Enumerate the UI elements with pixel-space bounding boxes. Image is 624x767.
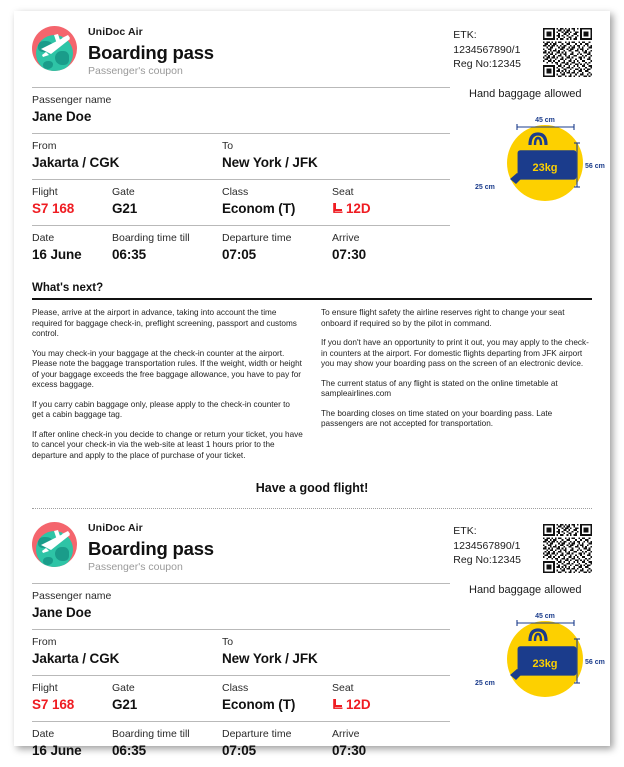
- boarding-time-label: Boarding time till: [112, 728, 190, 741]
- seat-value: 12D: [346, 201, 371, 216]
- passenger-label: Passenger name: [32, 94, 112, 106]
- whats-next-left-column: [32, 308, 303, 470]
- departure-time-label: Departure time: [222, 232, 292, 244]
- route-row: [32, 630, 450, 675]
- tear-off-line: [32, 508, 592, 509]
- page-title: Boarding pass: [88, 538, 214, 560]
- route-row: [32, 134, 450, 179]
- qr-code-icon: [543, 28, 592, 77]
- pass-subtitle: Passenger's coupon: [88, 561, 183, 574]
- info-paragraph: You may check-in your baggage at the check-in counter at the airport. Please note the baggage transportation rules. If the weight, width or height of your baggage exceeds the free baggage allowance, you have to pay for excess baggage.: [32, 348, 302, 390]
- seat-value: 12D: [346, 697, 371, 713]
- passenger-value: Jane Doe: [32, 109, 92, 124]
- globe-airplane-icon: [32, 522, 77, 567]
- hand-baggage-icon: [473, 111, 608, 203]
- arrive-label: Arrive: [332, 232, 360, 244]
- baggage-weight-label: 23kg: [532, 162, 558, 174]
- arrive-value: 07:30: [332, 743, 367, 759]
- seat-label: Seat: [332, 186, 354, 198]
- flight-label: Flight: [32, 682, 58, 695]
- airplane-icon: [37, 30, 73, 60]
- pass-subtitle: Passenger's coupon: [88, 65, 183, 77]
- info-paragraph: Please, arrive at the airport in advance, taking into account the time required for baggage check-in, preflight screening, passport and customs control.: [32, 308, 297, 339]
- baggage-depth-label: 25 cm: [475, 680, 495, 688]
- airline-name: UniDoc Air: [88, 26, 143, 38]
- boarding-time-value: 06:35: [112, 743, 147, 759]
- baggage-width-label: 45 cm: [535, 117, 555, 124]
- to-label: To: [222, 140, 234, 152]
- flight-label: Flight: [32, 186, 58, 198]
- date-label: Date: [32, 728, 55, 741]
- pass-details-table: [32, 87, 450, 271]
- whats-next-right-column: [321, 308, 592, 470]
- date-label: Date: [32, 232, 55, 244]
- page-title: Boarding pass: [88, 42, 214, 63]
- baggage-depth-label: 25 cm: [475, 184, 495, 191]
- passenger-row: [32, 584, 450, 629]
- flight-row: [32, 180, 450, 225]
- reference-block: [453, 25, 592, 77]
- gate-value: G21: [112, 201, 138, 216]
- boarding-pass-stub: [32, 521, 605, 767]
- date-value: 16 June: [32, 247, 82, 262]
- whats-next-title: What's next?: [32, 282, 104, 294]
- etk-label: ETK:: [453, 525, 477, 538]
- brand-block: [32, 25, 214, 78]
- etk-info: [453, 524, 521, 568]
- arrive-label: Arrive: [332, 728, 360, 741]
- departure-time-label: Departure time: [222, 728, 292, 741]
- from-label: From: [32, 140, 57, 152]
- info-paragraph: If after online check-in you decide to change or return your ticket, you have to cancel your check-in via the web-site at least 1 hours prior to the departure and apply to the place of purchase of your ticket.: [32, 429, 303, 460]
- baggage-weight-label: 23kg: [532, 658, 558, 671]
- gate-value: G21: [112, 697, 138, 713]
- to-value: New York / JFK: [222, 651, 318, 667]
- info-paragraph: The current status of any flight is stated on the online timetable at sampleairlines.com: [321, 378, 558, 399]
- class-label: Class: [222, 186, 249, 198]
- airplane-icon: [37, 526, 73, 556]
- info-paragraph: If you don't have an opportunity to print it out, you may apply to the check-in counters at the airport. For domestic flights departing from JFK airport you may show your boarding pass on the screen of an electronic device.: [321, 338, 589, 369]
- from-value: Jakarta / CGK: [32, 155, 120, 170]
- airline-seat-icon: [332, 698, 345, 712]
- times-row: [32, 722, 450, 767]
- boarding-time-label: Boarding time till: [112, 232, 190, 244]
- etk-info: [453, 28, 521, 72]
- seat-label: Seat: [332, 682, 354, 695]
- etk-number: 1234567890/1: [453, 539, 521, 552]
- info-paragraph: If you carry cabin baggage only, please apply to the check-in counter to get a cabin baggage tag.: [32, 399, 290, 420]
- times-row: [32, 226, 450, 271]
- pass-header: [32, 25, 592, 87]
- baggage-width-label: 45 cm: [535, 613, 555, 621]
- departure-time-value: 07:05: [222, 247, 257, 262]
- boarding-time-value: 06:35: [112, 247, 147, 262]
- reg-no: Reg No:12345: [453, 58, 521, 70]
- baggage-title: Hand baggage allowed: [469, 584, 582, 597]
- etk-number: 1234567890/1: [453, 43, 521, 56]
- hand-baggage-panel: [450, 583, 608, 767]
- globe-airplane-icon: [32, 26, 77, 71]
- pass-header: [32, 521, 592, 583]
- good-flight-message: Have a good flight!: [255, 481, 369, 496]
- arrive-value: 07:30: [332, 247, 367, 262]
- gate-label: Gate: [112, 682, 135, 695]
- from-value: Jakarta / CGK: [32, 651, 120, 667]
- date-value: 16 June: [32, 743, 82, 759]
- to-value: New York / JFK: [222, 155, 318, 170]
- document-page: [14, 11, 610, 759]
- divider: [32, 298, 592, 300]
- passenger-value: Jane Doe: [32, 605, 92, 621]
- airline-seat-icon: [332, 202, 345, 216]
- baggage-title: Hand baggage allowed: [469, 88, 582, 100]
- to-label: To: [222, 636, 234, 649]
- etk-label: ETK:: [453, 29, 477, 41]
- baggage-height-label: 56 cm: [585, 163, 605, 170]
- whats-next-section: [32, 281, 592, 470]
- baggage-height-label: 56 cm: [585, 659, 605, 667]
- class-value: Econom (T): [222, 697, 296, 713]
- class-value: Econom (T): [222, 201, 296, 216]
- hand-baggage-icon: [473, 607, 608, 699]
- pass-details-table: [32, 583, 450, 767]
- gate-label: Gate: [112, 186, 135, 198]
- hand-baggage-panel: [450, 87, 608, 271]
- passenger-row: [32, 88, 450, 133]
- reference-block: [453, 521, 592, 573]
- boarding-pass-primary: [32, 25, 605, 509]
- info-paragraph: To ensure flight safety the airline reserves right to change your seat onboard if required so by the pilot in command.: [321, 308, 565, 328]
- flight-value: S7 168: [32, 697, 75, 713]
- airline-name: UniDoc Air: [88, 522, 143, 535]
- reg-no: Reg No:12345: [453, 554, 521, 567]
- from-label: From: [32, 636, 57, 649]
- passenger-label: Passenger name: [32, 590, 112, 603]
- brand-block: [32, 521, 214, 574]
- flight-value: S7 168: [32, 201, 75, 216]
- class-label: Class: [222, 682, 249, 695]
- qr-code-icon: [543, 524, 592, 573]
- flight-row: [32, 676, 450, 721]
- departure-time-value: 07:05: [222, 743, 257, 759]
- info-paragraph: The boarding closes on time stated on your boarding pass. Late passengers are not accepted for transportation.: [321, 408, 553, 429]
